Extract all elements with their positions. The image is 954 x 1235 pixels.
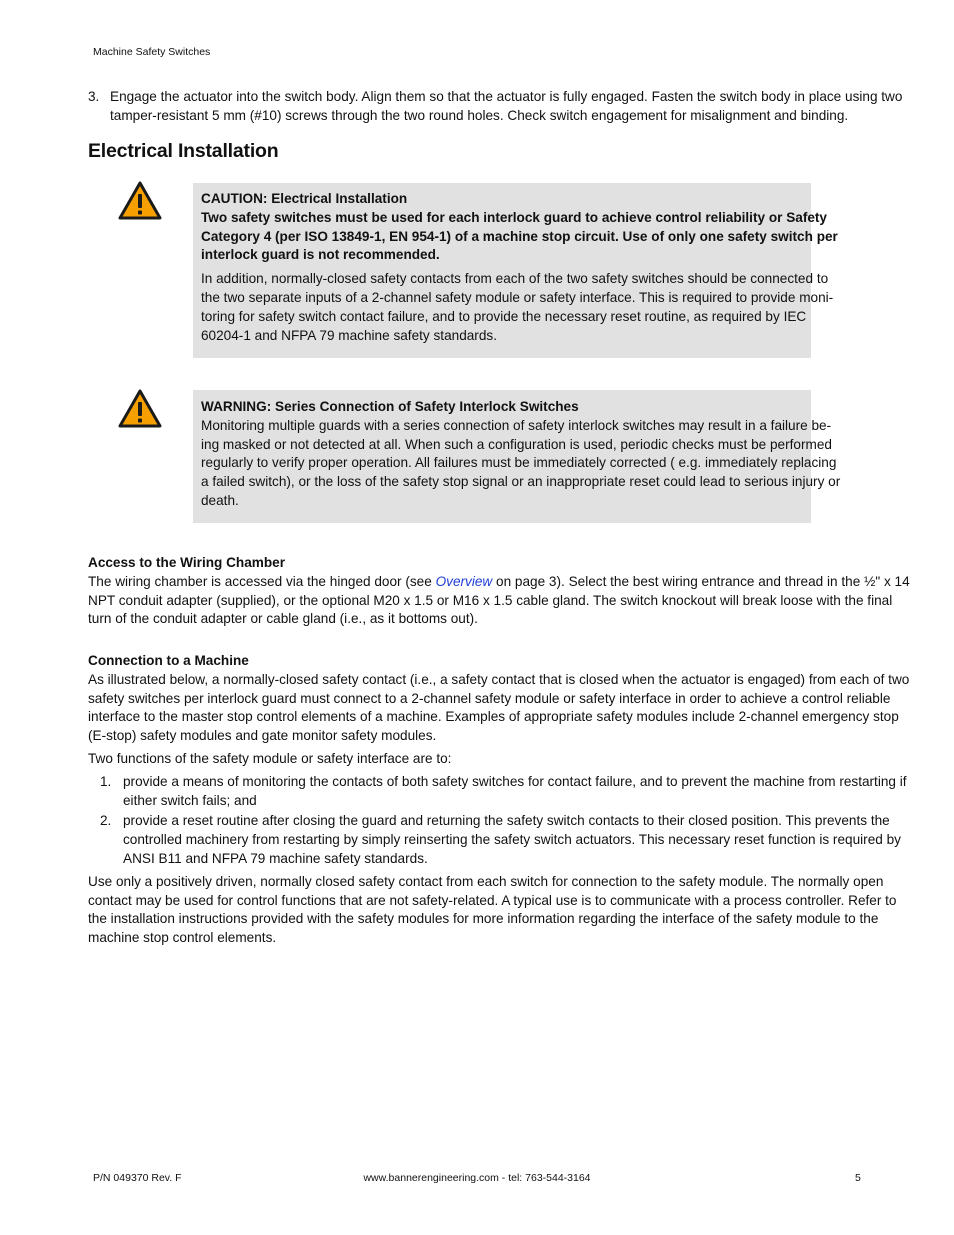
list-item-number: 2. — [100, 813, 112, 829]
list-item-line: provide a reset routine after closing the guard and returning the safety switch contacts to their closed position. This prevents the — [123, 813, 890, 829]
step-line-2: tamper-resistant 5 mm (#10) screws through the two round holes. Check switch engagement for misalignment and binding. — [110, 107, 849, 123]
access-section — [88, 554, 910, 629]
caution-bold-line: Two safety switches must be used for each interlock guard to achieve control reliability or Safety — [201, 209, 827, 225]
caution-box — [193, 183, 838, 358]
warning-triangle-icon — [118, 389, 162, 429]
list-item — [88, 773, 907, 811]
caution-title: CAUTION: Electrical Installation — [201, 191, 408, 206]
list-item-line: ANSI B11 and NFPA 79 machine safety standards. — [123, 850, 428, 866]
warning-body-line: death. — [201, 492, 239, 508]
caution-body-line: the two separate inputs of a 2-channel safety module or safety interface. This is required to provide moni- — [201, 289, 834, 305]
access-line-1 — [88, 573, 910, 592]
footer-page-number: 5 — [855, 1172, 861, 1184]
access-line-1-pre: The wiring chamber is accessed via the hinged door (see — [88, 573, 436, 589]
warning-body-line: regularly to verify proper operation. All failures must be immediately corrected ( e.g. immediately replacing — [201, 455, 837, 471]
list-item-number: 1. — [100, 773, 112, 789]
connection-heading: Connection to a Machine — [88, 653, 249, 668]
caution-body-line: toring for safety switch contact failure, and to provide the necessary reset routine, as required by IEC — [201, 308, 807, 324]
caution-bold-line: interlock guard is not recommended. — [201, 247, 440, 263]
functions-intro: Two functions of the safety module or safety interface are to: — [88, 750, 452, 766]
connection-para-line: contact may be used for control functions that are not safety-related. A typical use is to communicate with a process controller. Refer to — [88, 892, 897, 908]
step-number: 3. — [88, 89, 100, 104]
warning-box — [193, 390, 841, 523]
access-line-2: NPT conduit adapter (supplied), or the optional M20 x 1.5 or M16 x 1.5 cable gland. The switch knockout will break loose with the final — [88, 592, 893, 608]
footer-contact: www.bannerengineering.com - tel: 763-544-3164 — [363, 1172, 591, 1184]
connection-para-line: (E-stop) safety modules and gate monitor safety modules. — [88, 728, 437, 744]
step-line-1: Engage the actuator into the switch body. Align them so that the actuator is fully engaged. Fasten the switch body in place using two — [110, 89, 903, 104]
connection-para-line: As illustrated below, a normally-closed safety contact (i.e., a safety contact that is closed when the actuator is engaged) from each of two — [88, 671, 910, 687]
caution-body-line: In addition, normally-closed safety contacts from each of the two safety switches should be connected to — [201, 271, 829, 287]
warning-title: WARNING: Series Connection of Safety Interlock Switches — [201, 399, 579, 414]
footer-part-number: P/N 049370 Rev. F — [93, 1172, 182, 1184]
overview-link[interactable]: Overview — [435, 573, 493, 589]
connection-para-line: the installation instructions provided with the safety modules for more information regarding the interface of the safety module to the — [88, 911, 879, 927]
warning-body-line: ing masked or not detected at all. When such a configuration is used, periodic checks must be performed — [201, 436, 832, 452]
list-item-line: provide a means of monitoring the contacts of both safety switches for contact failure, and to prevent the machine from restarting if — [123, 773, 907, 789]
connection-para-line: Use only a positively driven, normally closed safety contact from each switch for connection to the safety module. The normally open — [88, 873, 884, 889]
access-heading: Access to the Wiring Chamber — [88, 555, 286, 570]
warning-body-line: Monitoring multiple guards with a series connection of safety interlock switches may result in a failure be- — [201, 417, 832, 433]
access-line-1-post: on page 3). Select the best wiring entrance and thread in the ½" x 14 — [492, 573, 910, 589]
connection-para-line: machine stop control elements. — [88, 930, 277, 946]
list-item — [88, 812, 901, 868]
list-item-line: either switch fails; and — [123, 792, 257, 808]
connection-para-line: safety switches per interlock guard must connect to a 2-channel safety module or safety interface in order to achieve a control reliable — [88, 690, 891, 706]
warning-body-line: a failed switch), or the loss of the safety stop signal or an inappropriate reset could lead to serious injury or — [201, 474, 841, 490]
access-line-3: turn of the conduit adapter or cable gland (i.e., as it bottoms out). — [88, 611, 478, 627]
caution-warning-triangle-icon — [118, 181, 162, 221]
caution-body-line: 60204-1 and NFPA 79 machine safety standards. — [201, 327, 497, 343]
connection-para-line: interface to the master stop control elements of a machine. Examples of appropriate safety modules include 2-channel emergency stop — [88, 709, 899, 725]
running-header: Machine Safety Switches — [93, 46, 211, 58]
list-item-line: controlled machinery from restarting by simply reinserting the safety switch actuators. This necessary reset function is required by — [123, 832, 901, 848]
section-title: Electrical Installation — [88, 140, 279, 162]
connection-section — [88, 652, 910, 948]
caution-bold-line: Category 4 (per ISO 13849-1, EN 954-1) of a machine stop circuit. Use of only one safety switch per — [201, 228, 838, 244]
